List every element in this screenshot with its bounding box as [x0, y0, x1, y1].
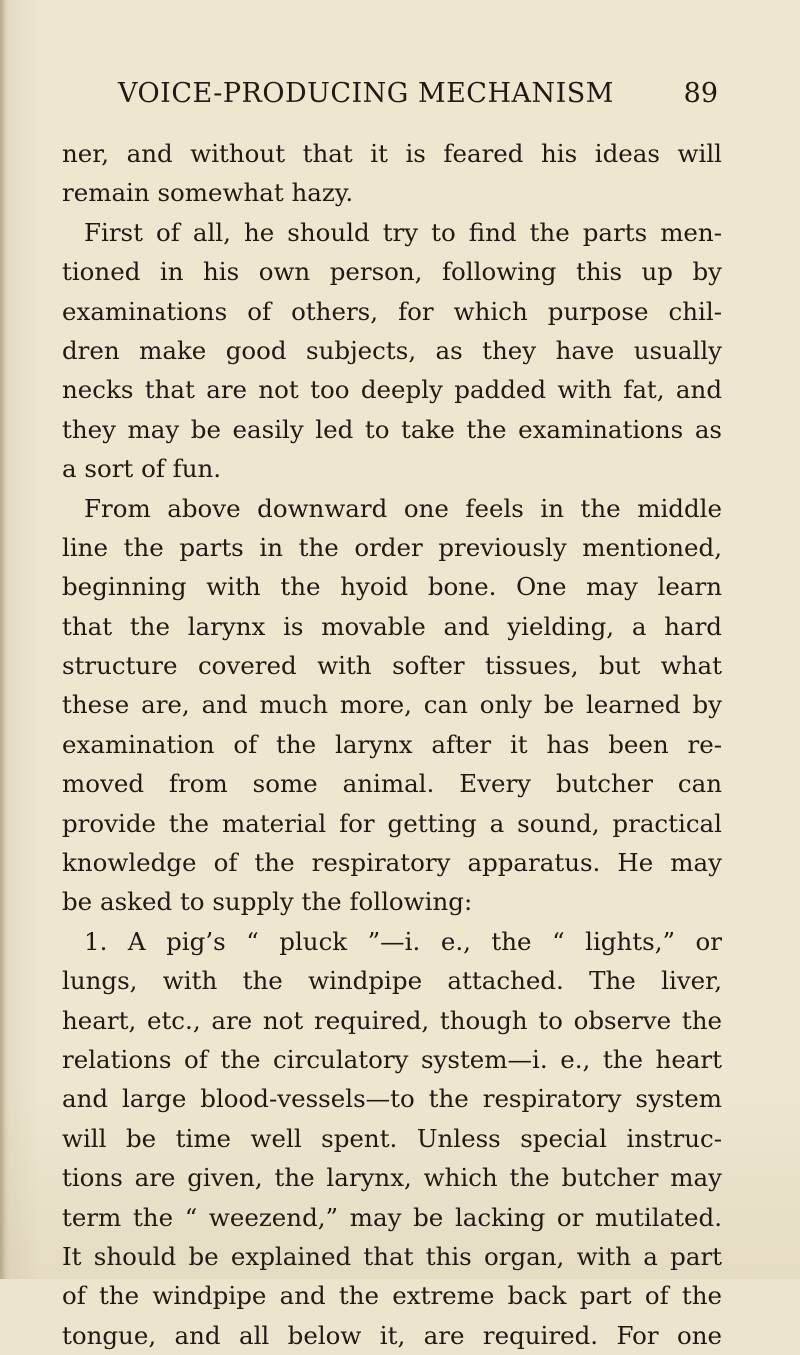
text-line: From above downward one feels in the middle: [84, 493, 722, 523]
text-line: term the “ weezend,” may be lacking or mutilated.: [62, 1202, 722, 1232]
text-line: be asked to supply the following:: [62, 887, 473, 917]
text-line: tioned in his own person, following this up by: [62, 257, 722, 287]
text-line: tions are given, the larynx, which the butcher may: [62, 1163, 722, 1193]
text-line: beginning with the hyoid bone. One may learn: [62, 572, 722, 602]
text-line: they may be easily led to take the examinations as: [62, 414, 722, 444]
text-line: will be time well spent. Unless special instruc-: [62, 1123, 722, 1153]
text-line: a sort of fun.: [62, 454, 222, 484]
text-line: these are, and much more, can only be learned by: [62, 690, 722, 720]
text-line: and large blood-vessels—to the respiratory system: [62, 1084, 722, 1114]
text-line: tongue, and all below it, are required. For one: [62, 1320, 722, 1350]
text-line: examination of the larynx after it has been re-: [62, 729, 722, 759]
text-line: First of all, he should try to find the parts men-: [84, 217, 722, 247]
page-number: 89: [683, 78, 718, 109]
text-line: line the parts in the order previously mentioned,: [62, 532, 722, 562]
text-line: It should be explained that this organ, with a part: [62, 1241, 722, 1271]
body-text: [62, 134, 722, 1355]
running-title: VOICE-PRODUCING MECHANISM: [118, 78, 614, 109]
text-line: relations of the circulatory system—i. e., the heart: [62, 1044, 722, 1074]
running-head: [118, 72, 718, 116]
text-line: dren make good subjects, as they have usually: [62, 335, 722, 365]
text-line: ner, and without that it is feared his ideas will: [62, 139, 722, 168]
text-line: lungs, with the windpipe attached. The liver,: [62, 966, 722, 996]
text-line: 1. A pig’s “ pluck ”—i. e., the “ lights,” or: [84, 926, 722, 956]
text-line: necks that are not too deeply padded with fat, and: [62, 375, 722, 405]
page-edge-shadow: [0, 0, 6, 1279]
text-line: heart, etc., are not required, though to observe the: [62, 1005, 722, 1035]
text-line: remain somewhat hazy.: [62, 178, 354, 208]
text-line: examinations of others, for which purpose chil-: [62, 296, 722, 326]
text-line: moved from some animal. Every butcher can: [62, 769, 722, 799]
text-line: structure covered with softer tissues, but what: [62, 651, 722, 681]
text-line: provide the material for getting a sound, practical: [62, 808, 722, 838]
text-line: knowledge of the respiratory apparatus. He may: [62, 848, 722, 878]
text-line: that the larynx is movable and yielding, a hard: [62, 611, 722, 641]
text-line: of the windpipe and the extreme back part of the: [62, 1281, 722, 1311]
